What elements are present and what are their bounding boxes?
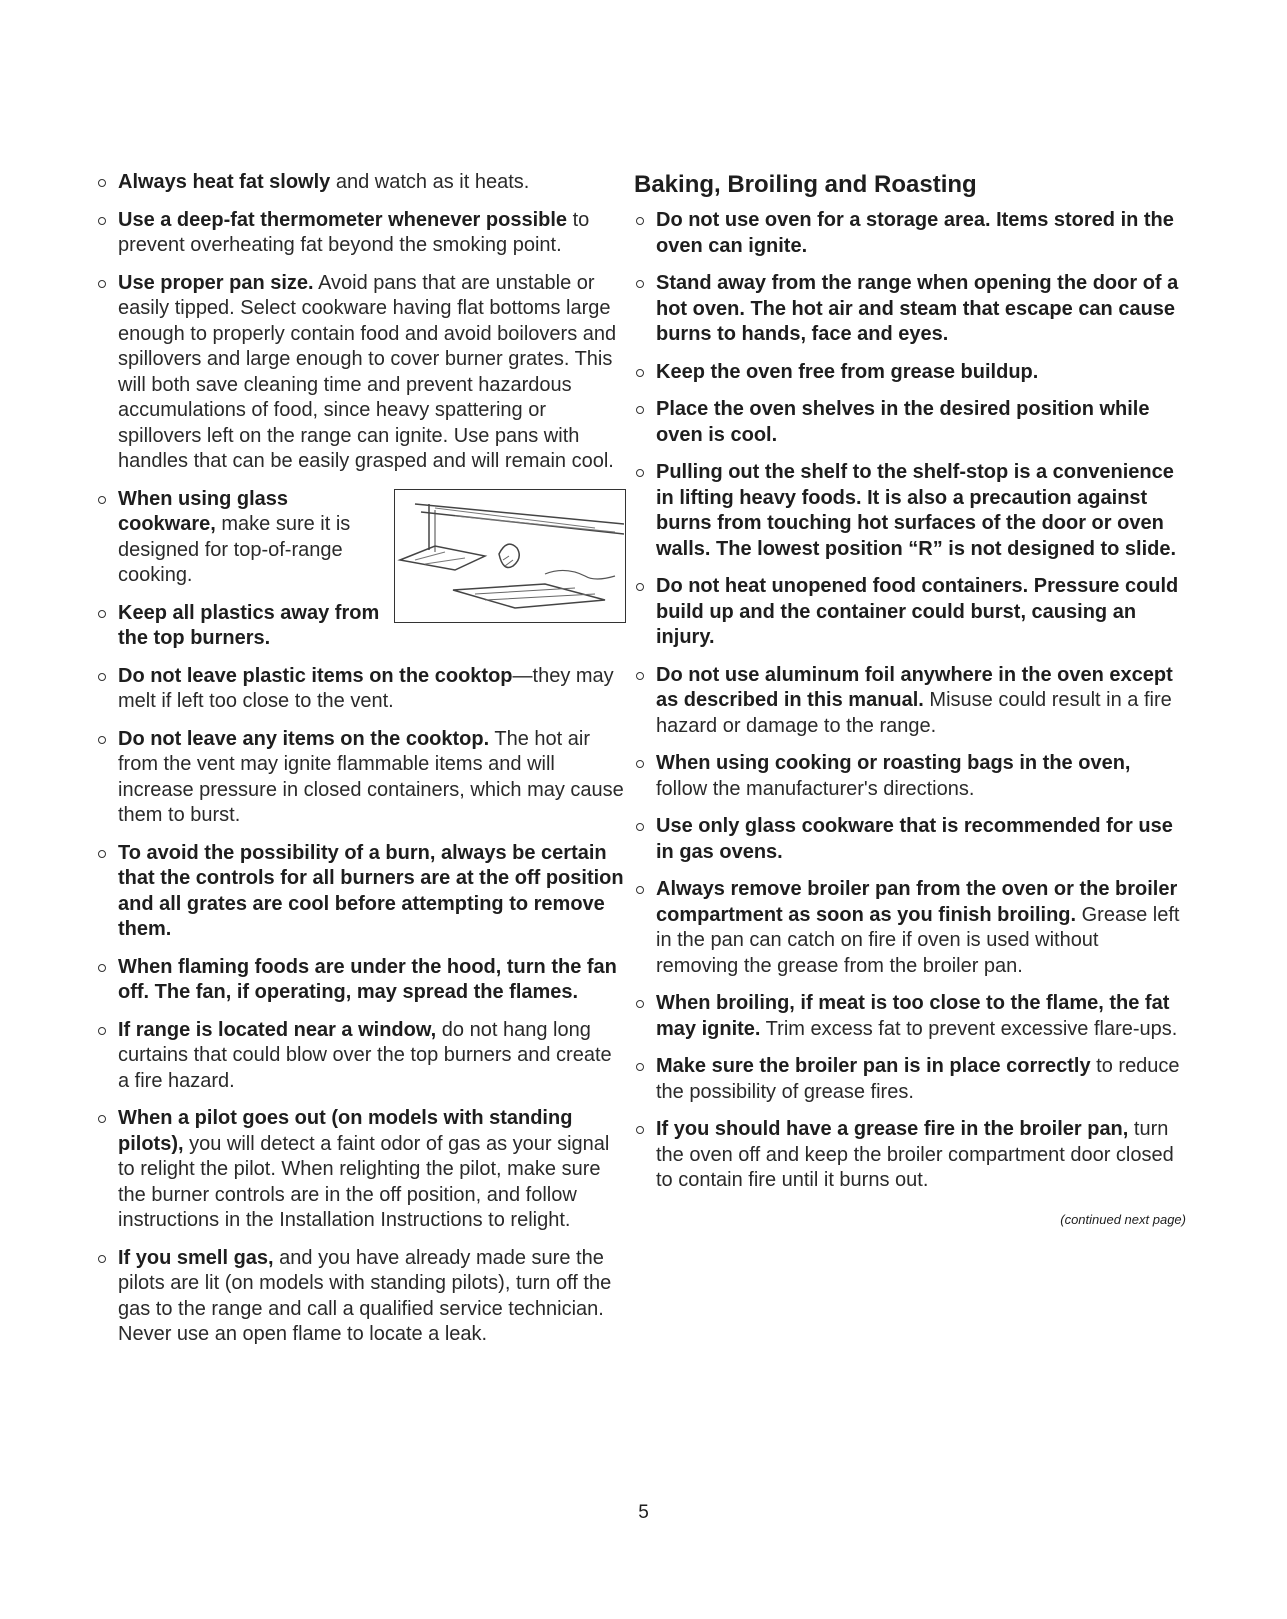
item-body: you will detect a faint odor of gas as your signal to relight the pilot. When relighting the pilot, make sure the burner controls are in the off position, and follow instructions in the Installation Instructions to relight. [118,1132,610,1231]
bullet-icon [98,850,106,858]
list-item [634,208,1186,259]
bullet-icon [636,1126,644,1134]
bullet-icon [98,1027,106,1035]
list-item [96,1106,626,1234]
item-lead: Do not leave any items on the cooktop. [118,727,490,750]
list-item [96,727,626,829]
bullet-icon [98,179,106,187]
bullet-icon [98,496,106,504]
bullet-icon [636,1000,644,1008]
list-item [96,955,626,1006]
item-lead: Keep all plastics away from the top burners. [118,601,380,649]
item-body: turn the oven off and keep the broiler compartment door closed to contain fire until it burns out. [656,1118,1174,1191]
item-lead: When flaming foods are under the hood, turn the fan off. The fan, if operating, may spread the flames. [118,955,617,1003]
list-item [634,877,1186,979]
bullet-icon [636,886,644,894]
item-lead: To avoid the possibility of a burn, always be certain that the controls for all burners are at the off position and all grates are cool before attempting to remove them. [118,841,624,940]
item-lead: Make sure the broiler pan is in place correctly [656,1055,1091,1077]
list-item [634,814,1186,865]
item-body: follow the manufacturer's directions. [656,777,975,800]
continued-note: (continued next page) [1060,1211,1186,1227]
bullet-icon [636,823,644,831]
item-body: and you have already made sure the pilots are lit (on models with standing pilots), turn off the gas to the range and call a qualified service technician. Never use an open flame to locate a leak. [118,1246,612,1345]
bullet-icon [98,1255,106,1263]
bullet-icon [636,280,644,288]
list-item [96,1246,626,1348]
item-lead: Keep the oven free from grease buildup. [656,360,1039,383]
list-item [634,751,1186,802]
item-lead: Stand away from the range when opening the door of a hot oven. The hot air and steam that escape can cause burns to hands, face and eyes. [656,272,1179,345]
page-number: 5 [638,1502,649,1523]
item-body: —they may melt if left too close to the vent. [118,664,614,712]
item-lead: Do not use oven for a storage area. Items stored in the oven can ignite. [656,209,1174,257]
bullet-icon [636,469,644,477]
bullet-icon [98,964,106,972]
bullet-icon [98,280,106,288]
item-lead: Use a deep-fat thermometer whenever possible [118,208,568,231]
list-item [634,574,1186,651]
list-item [96,487,626,589]
item-lead: Do not leave plastic items on the cooktop [118,664,513,687]
item-lead: When a pilot goes out (on models with standing pilots), [118,1107,573,1155]
list-item [634,397,1186,448]
item-lead: When using glass cookware, [118,487,289,535]
list-item [634,271,1186,348]
list-item [634,460,1186,562]
item-body: The hot air from the vent may ignite flammable items and will increase pressure in closed containers, which may cause them to burst. [118,727,624,826]
item-lead: If range is located near a window, [118,1018,437,1041]
item-body: Avoid pans that are unstable or easily tipped. Select cookware having flat bottoms large enough to properly contain food and avoid boilovers and spillovers and large enough to cover burner grates. This will both save cleaning time and prevent hazardous accumulations of food, since heavy spattering or spillovers left on the range can ignite. Use pans with handles that can be easily grasped and will remain cool. [118,271,617,472]
right-column [634,170,1186,1227]
bullet-icon [636,583,644,591]
bullet-icon [98,217,106,225]
item-body: Misuse could result in a fire hazard or damage to the range. [656,689,1172,737]
item-lead: When using cooking or roasting bags in the oven, [656,752,1131,774]
list-item [634,360,1186,386]
item-body: make sure it is designed for top-of-range cooking. [118,513,351,586]
item-lead: Pulling out the shelf to the shelf-stop is a convenience in lifting heavy foods. It is also a precaution against burns from touching hot surfaces of the door or oven walls. The lowest position “R” is not designed to slide. [656,461,1177,560]
item-lead: Use only glass cookware that is recommended for use in gas ovens. [656,815,1173,863]
item-lead: Always heat fat slowly [118,171,331,193]
list-item [96,170,626,196]
item-body: and watch as it heats. [330,171,530,193]
item-body: do not hang long curtains that could blow over the top burners and create a fire hazard. [118,1018,612,1092]
item-lead: Do not use aluminum foil anywhere in the oven except as described in this manual. [656,663,1173,711]
list-item [96,841,626,943]
list-item [634,1117,1186,1194]
bullet-icon [98,610,106,618]
item-lead: If you should have a grease fire in the broiler pan, [656,1118,1129,1140]
item-body: Trim excess fat to prevent excessive flare-ups. [760,1017,1178,1040]
bullet-icon [636,672,644,680]
bullet-icon [636,1063,644,1071]
bullet-icon [636,406,644,414]
list-item [96,601,626,652]
item-lead: If you smell gas, [118,1246,274,1269]
item-body: Grease left in the pan can catch on fire if oven is used without removing the grease from the broiler pan. [656,903,1180,977]
item-body: to reduce the possibility of grease fires. [656,1055,1180,1103]
list-item [634,663,1186,740]
item-lead: Always remove broiler pan from the oven or the broiler compartment as soon as you finish broiling. [656,878,1178,926]
left-column [96,170,626,1360]
bullet-icon [98,673,106,681]
item-lead: When broiling, if meat is too close to the flame, the fat may ignite. [656,992,1170,1040]
bullet-icon [636,760,644,768]
list-item [634,991,1186,1042]
item-lead: Place the oven shelves in the desired position while oven is cool. [656,398,1150,446]
section-heading: Baking, Broiling and Roasting [634,171,977,198]
list-item [96,271,626,475]
list-item [96,208,626,259]
bullet-icon [636,369,644,377]
bullet-icon [98,736,106,744]
bullet-icon [636,217,644,225]
list-item [96,664,626,715]
item-body: to prevent overheating fat beyond the smoking point. [118,208,590,256]
item-lead: Use proper pan size. [118,271,314,294]
bullet-icon [98,1115,106,1123]
list-item [96,1018,626,1095]
item-lead: Do not heat unopened food containers. Pressure could build up and the container could burst, causing an injury. [656,575,1179,648]
list-item [634,1054,1186,1105]
